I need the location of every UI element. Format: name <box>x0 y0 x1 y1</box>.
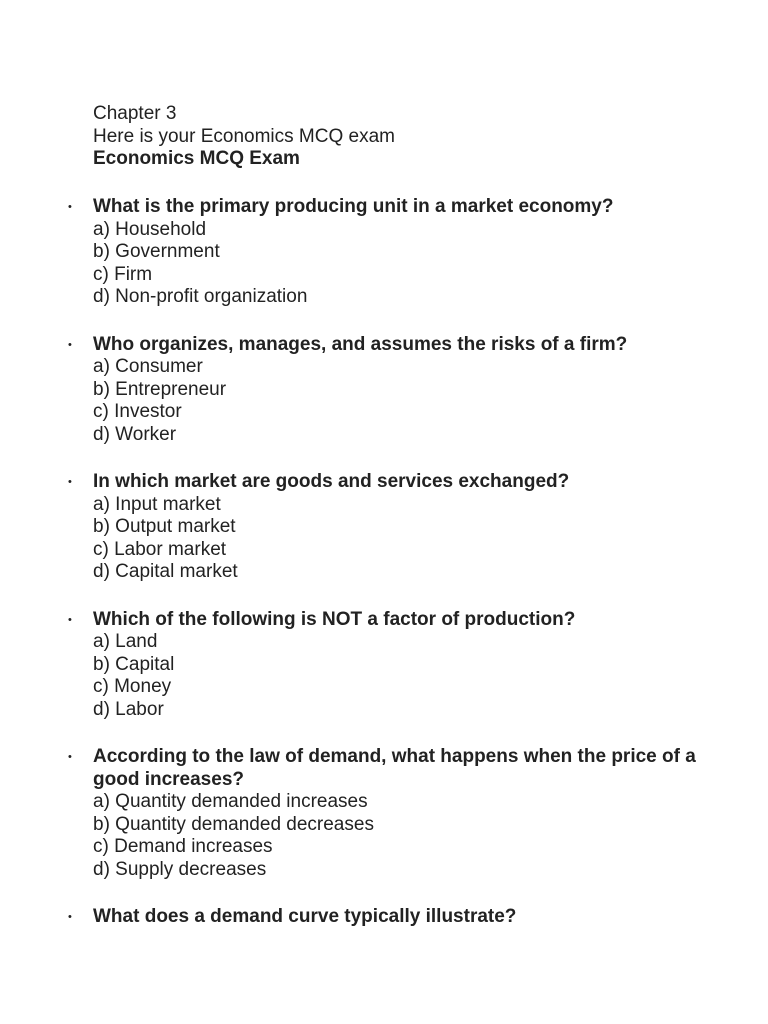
answer-option: a) Input market <box>93 493 221 515</box>
answer-option: d) Labor <box>93 698 164 720</box>
chapter-label: Chapter 3 <box>93 103 177 124</box>
answer-option: b) Government <box>93 241 220 262</box>
question-text: In which market are goods and services exchanged? <box>93 471 570 492</box>
answer-option: c) Money <box>93 676 172 697</box>
bullet-icon: • <box>68 338 72 351</box>
bullet-icon: • <box>68 476 72 488</box>
answer-option: d) Supply decreases <box>93 858 267 880</box>
question-item <box>0 746 768 881</box>
answer-option: d) Capital market <box>93 561 238 582</box>
answer-option: c) Investor <box>93 401 182 422</box>
document-header <box>93 103 395 171</box>
exam-title: Economics MCQ Exam <box>93 148 300 169</box>
question-item <box>0 334 768 447</box>
question-text: Which of the following is NOT a factor of production? <box>93 608 576 630</box>
answer-option: b) Output market <box>93 516 236 537</box>
bullet-icon: • <box>68 613 72 626</box>
question-text: What is the primary producing unit in a market economy? <box>93 196 614 217</box>
answer-option: a) Household <box>93 218 207 240</box>
question-list <box>0 196 768 954</box>
question-text: Who organizes, manages, and assumes the risks of a firm? <box>93 333 628 355</box>
question-text: According to the law of demand, what happens when the price of a good increases? <box>93 746 696 790</box>
bullet-icon: • <box>68 751 72 763</box>
question-item <box>0 609 768 722</box>
question-text: What does a demand curve typically illustrate? <box>93 906 517 927</box>
question-item <box>0 906 768 929</box>
intro-text: Here is your Economics MCQ exam <box>93 125 395 147</box>
answer-option: d) Worker <box>93 423 177 445</box>
answer-option: c) Firm <box>93 263 153 285</box>
bullet-icon: • <box>68 201 72 213</box>
answer-option: a) Land <box>93 631 158 652</box>
question-item <box>0 196 768 309</box>
bullet-icon: • <box>68 911 72 923</box>
answer-option: b) Quantity demanded decreases <box>93 813 374 835</box>
question-item <box>0 471 768 584</box>
answer-option: c) Labor market <box>93 538 227 560</box>
answer-option: b) Capital <box>93 653 175 675</box>
answer-option: d) Non-profit organization <box>93 286 308 307</box>
answer-option: c) Demand increases <box>93 836 273 857</box>
answer-option: a) Quantity demanded increases <box>93 791 368 812</box>
answer-option: b) Entrepreneur <box>93 378 227 400</box>
answer-option: a) Consumer <box>93 356 203 377</box>
